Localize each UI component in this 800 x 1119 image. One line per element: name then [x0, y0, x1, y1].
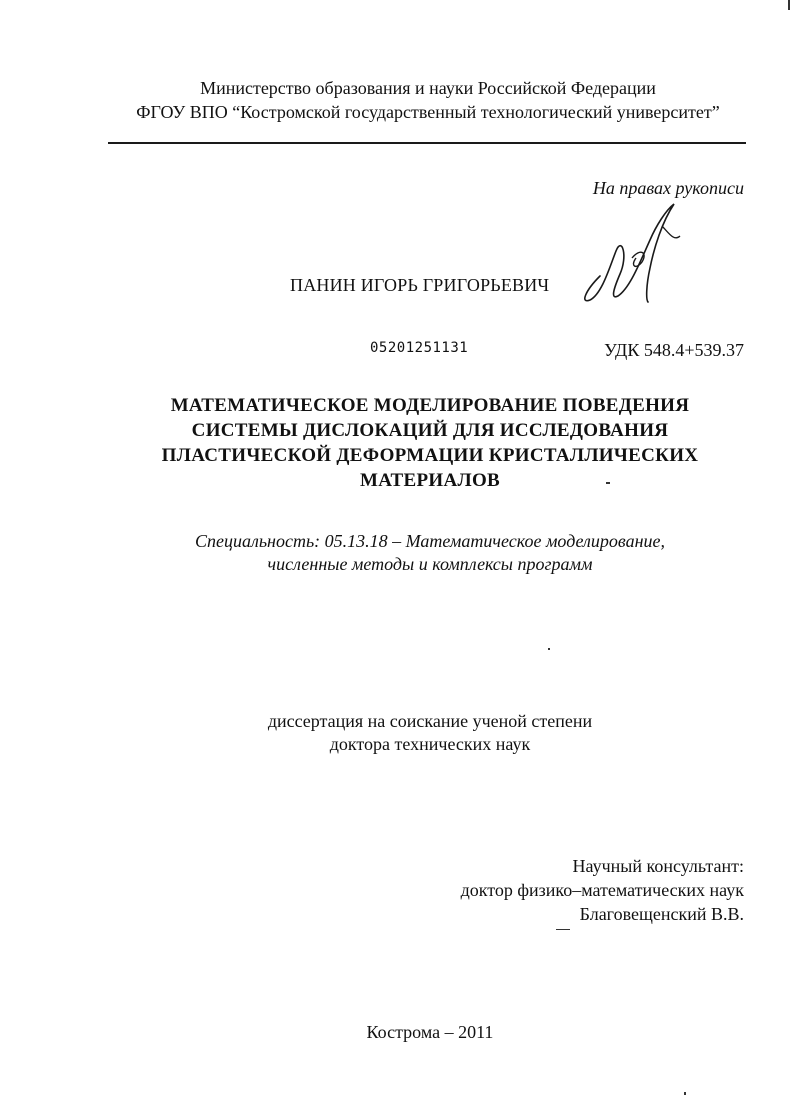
author-signature [570, 196, 690, 316]
specialty-line-2: численные методы и комплексы программ [267, 554, 593, 574]
title-line-2: СИСТЕМЫ ДИСЛОКАЦИЙ ДЛЯ ИССЛЕДОВАНИЯ [191, 420, 669, 441]
scan-speck [548, 648, 550, 650]
ministry-name: Министерство образования и науки Российской Федерации [200, 78, 656, 98]
manuscript-note: На правах рукописи [592, 178, 744, 198]
scan-speck [684, 1092, 686, 1095]
title-line-1: МАТЕМАТИЧЕСКОЕ МОДЕЛИРОВАНИЕ ПОВЕДЕНИЯ [170, 395, 690, 416]
city-year: Кострома – 2011 [366, 1022, 494, 1042]
title-line-4: МАТЕРИАЛОВ [359, 470, 501, 491]
degree-line-1: диссертация на соискание ученой степени [267, 711, 593, 731]
registration-number: 05201251131 [370, 340, 469, 356]
author-name: ПАНИН ИГОРЬ ГРИГОРЬЕВИЧ [290, 275, 550, 295]
header-divider [108, 142, 746, 144]
specialty-line-1: Специальность: 05.13.18 – Математическое моделирование, [194, 531, 666, 551]
institution-header [108, 76, 748, 124]
degree-block [160, 710, 700, 756]
advisor-role: Научный консультант: [572, 856, 744, 876]
scan-speck [556, 929, 570, 930]
specialty-block [140, 530, 720, 576]
advisor-block [461, 854, 744, 926]
advisor-name: Благовещенский В.В. [579, 904, 744, 924]
dissertation-title [150, 393, 710, 493]
title-line-3: ПЛАСТИЧЕСКОЙ ДЕФОРМАЦИИ КРИСТАЛЛИЧЕСКИХ [161, 445, 699, 466]
scan-speck [606, 482, 610, 484]
udc-code: УДК 548.4+539.37 [604, 340, 744, 360]
advisor-degree: доктор физико–математических наук [460, 880, 744, 900]
scan-speck [788, 0, 790, 10]
degree-line-2: доктора технических наук [329, 734, 531, 754]
university-name: ФГОУ ВПО “Костромской государственный технологический университет” [136, 102, 720, 122]
